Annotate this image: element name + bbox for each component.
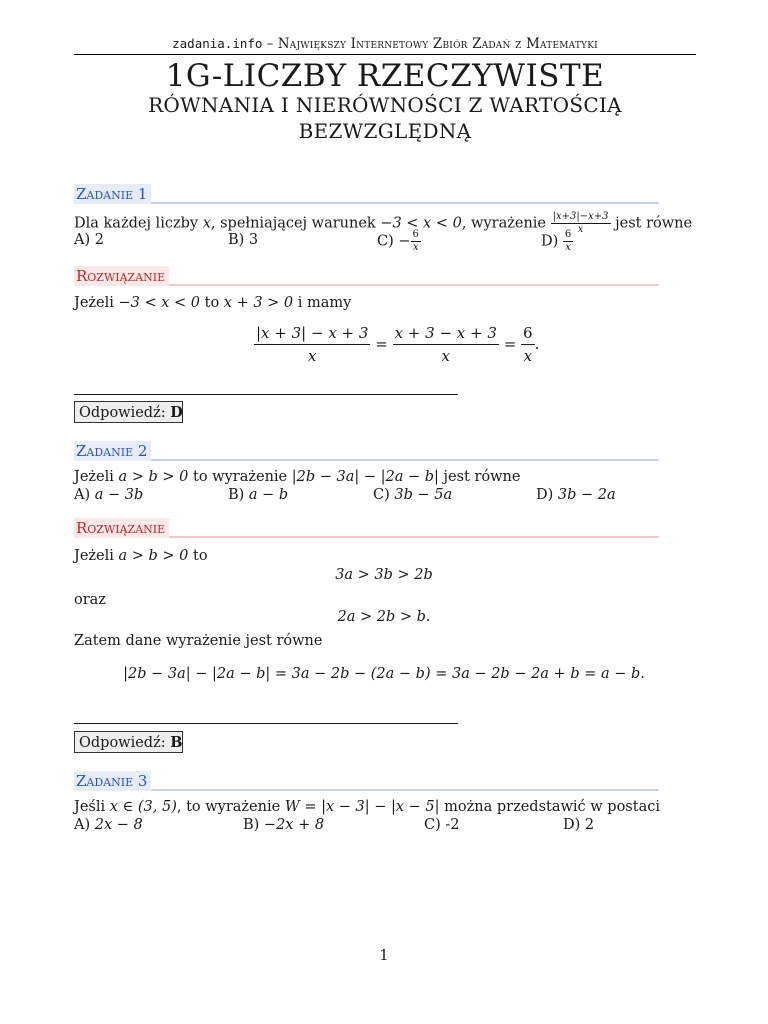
header-dash: –	[266, 36, 274, 52]
task-3-question: Jeśli x ∈ (3, 5), to wyrażenie W = |x − 3| − |x − 5| można przedstawić w postaci	[74, 799, 660, 815]
header-tagline: Największy Internetowy Zbiór Zadań z Matematyki	[277, 36, 598, 52]
answer-1-box: Odpowiedź: D	[74, 401, 183, 423]
task-2-option-c: C) 3b − 5a	[373, 487, 453, 503]
task-1-question: Dla każdej liczby x, spełniającej warunek −3 < x < 0, wyrażenie $\frac{|x+3|-x+3}{x}$ jest równe	[74, 211, 693, 235]
solution-2-line-1: Jeżeli a > b > 0 to	[74, 548, 208, 564]
task-1-heading: Zadanie 1	[74, 184, 659, 204]
task-1-option-c: C) − $\frac{6}{x}$	[377, 229, 419, 253]
solution-1-equation: $\frac{|x + 3| - x + 3}{x}$ = $\frac{x + 3 - x + 3}{x}$ = $\frac{6}{x}$ .	[256, 324, 540, 365]
document-subtitle	[74, 92, 696, 144]
solution-1-line-1: Jeżeli −3 < x < 0 to x + 3 > 0 i mamy	[74, 295, 352, 311]
document-title: 1G-LICZBY RZECZYWISTE	[165, 58, 605, 94]
task-2-heading: Zadanie 2	[74, 441, 659, 461]
task-2-option-d: D) 3b − 2a	[536, 487, 616, 503]
task-3-heading: Zadanie 3	[74, 771, 659, 791]
page-header	[74, 36, 696, 52]
site-name: zadania.info	[172, 36, 263, 51]
solution-2-heading: Rozwiązanie	[74, 518, 659, 538]
solution-2-divider	[74, 723, 458, 724]
task-2-option-a: A) a − 3b	[74, 487, 144, 503]
header-rule	[74, 54, 696, 55]
task-1-option-a: A) 2	[74, 232, 104, 248]
task-2-question: Jeżeli a > b > 0 to wyrażenie |2b − 3a| − |2a − b| jest równe	[74, 469, 521, 485]
solution-2-eq-1: 3a > 3b > 2b	[335, 567, 433, 583]
task-1-fraction: $\frac{|x+3|-x+3}{x}$	[552, 211, 609, 235]
solution-1-divider	[74, 394, 458, 395]
answer-2-box: Odpowiedź: B	[74, 731, 183, 753]
solution-2-oraz: oraz	[74, 592, 106, 608]
subtitle-line-1: RÓWNANIA I NIERÓWNOŚCI Z WARTOŚCIĄ	[148, 93, 622, 117]
task-1-option-b: B) 3	[228, 232, 259, 248]
solution-2-eq-3: |2b − 3a| − |2a − b| = 3a − 2b − (2a − b) = 3a − 2b − 2a + b = a − b.	[123, 666, 645, 682]
solution-1-heading: Rozwiązanie	[74, 266, 659, 286]
task-3-option-a: A) 2x − 8	[74, 817, 143, 833]
solution-2-eq-2: 2a > 2b > b.	[337, 609, 431, 625]
page-number: 1	[379, 948, 389, 964]
subtitle-line-2: BEZWZGLĘDNĄ	[298, 119, 472, 143]
task-3-option-d: D) 2	[563, 817, 595, 833]
task-1-option-d: D) $\frac{6}{x}$	[541, 229, 572, 253]
solution-2-zatem: Zatem dane wyrażenie jest równe	[74, 633, 323, 649]
task-3-option-b: B) −2x + 8	[243, 817, 325, 833]
task-3-option-c: C) -2	[424, 817, 460, 833]
task-2-option-b: B) a − b	[228, 487, 289, 503]
